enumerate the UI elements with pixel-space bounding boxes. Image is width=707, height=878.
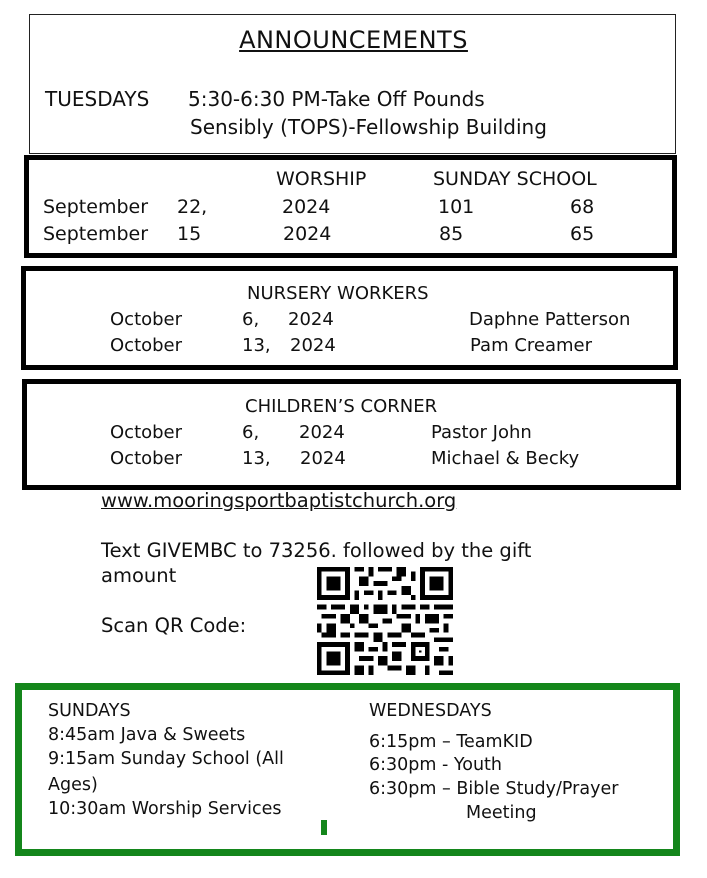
sunday-schedule-item: 10:30am Worship Services [48,799,282,819]
nursery-worker-name: Daphne Patterson [469,309,631,330]
attendance-month: September [43,223,149,245]
nursery-month: October [110,335,183,356]
attendance-day: 15 [177,223,202,245]
nursery-day: 6, [242,309,260,330]
wednesday-schedule-item: 6:15pm – TeamKID [369,732,533,752]
worship-count: 85 [439,223,464,245]
nursery-year: 2024 [290,335,336,356]
text-to-give-line-2: amount [101,564,177,587]
children-year: 2024 [299,422,345,443]
text-to-give-line-1: Text GIVEMBC to 73256. followed by the gift [101,539,532,562]
green-mark [321,820,327,835]
attendance-month: September [43,196,149,218]
children-month: October [110,448,183,469]
wednesday-schedule-item: 6:30pm - Youth [369,755,503,775]
children-month: October [110,422,183,443]
announcement-day: TUESDAYS [45,87,150,111]
nursery-worker-name: Pam Creamer [470,335,593,356]
attendance-day: 22, [177,196,208,218]
qr-code-image[interactable] [317,567,453,675]
children-leader-name: Michael & Becky [431,448,580,469]
wednesdays-title: WEDNESDAYS [369,701,492,721]
sunday-school-count: 68 [570,196,595,218]
church-website-link[interactable]: www.mooringsportbaptistchurch.org [101,489,457,512]
worship-count: 101 [438,196,475,218]
sundays-title: SUNDAYS [48,701,131,721]
children-day: 6, [242,422,260,443]
wednesday-schedule-item: 6:30pm – Bible Study/Prayer [369,779,619,799]
nursery-year: 2024 [288,309,334,330]
attendance-year: 2024 [283,223,332,245]
children-year: 2024 [300,448,346,469]
childrens-corner-title: CHILDREN’S CORNER [245,396,438,417]
announcement-line-2: Sensibly (TOPS)-Fellowship Building [190,115,547,139]
nursery-day: 13, [242,335,271,356]
sunday-schedule-item: 9:15am Sunday School (All [48,749,284,769]
children-leader-name: Pastor John [431,422,532,443]
announcements-title: ANNOUNCEMENTS [239,26,468,54]
nursery-month: October [110,309,183,330]
worship-header: WORSHIP [276,168,367,190]
sunday-school-count: 65 [570,223,595,245]
qr-label: Scan QR Code: [101,614,247,637]
nursery-title: NURSERY WORKERS [247,283,429,304]
wednesday-schedule-item: Meeting [466,803,537,823]
attendance-year: 2024 [282,196,331,218]
children-day: 13, [242,448,271,469]
sunday-schedule-item: Ages) [48,775,98,795]
sunday-schedule-item: 8:45am Java & Sweets [48,725,246,745]
announcement-line-1: 5:30-6:30 PM-Take Off Pounds [188,87,485,111]
sunday-school-header: SUNDAY SCHOOL [433,168,597,190]
